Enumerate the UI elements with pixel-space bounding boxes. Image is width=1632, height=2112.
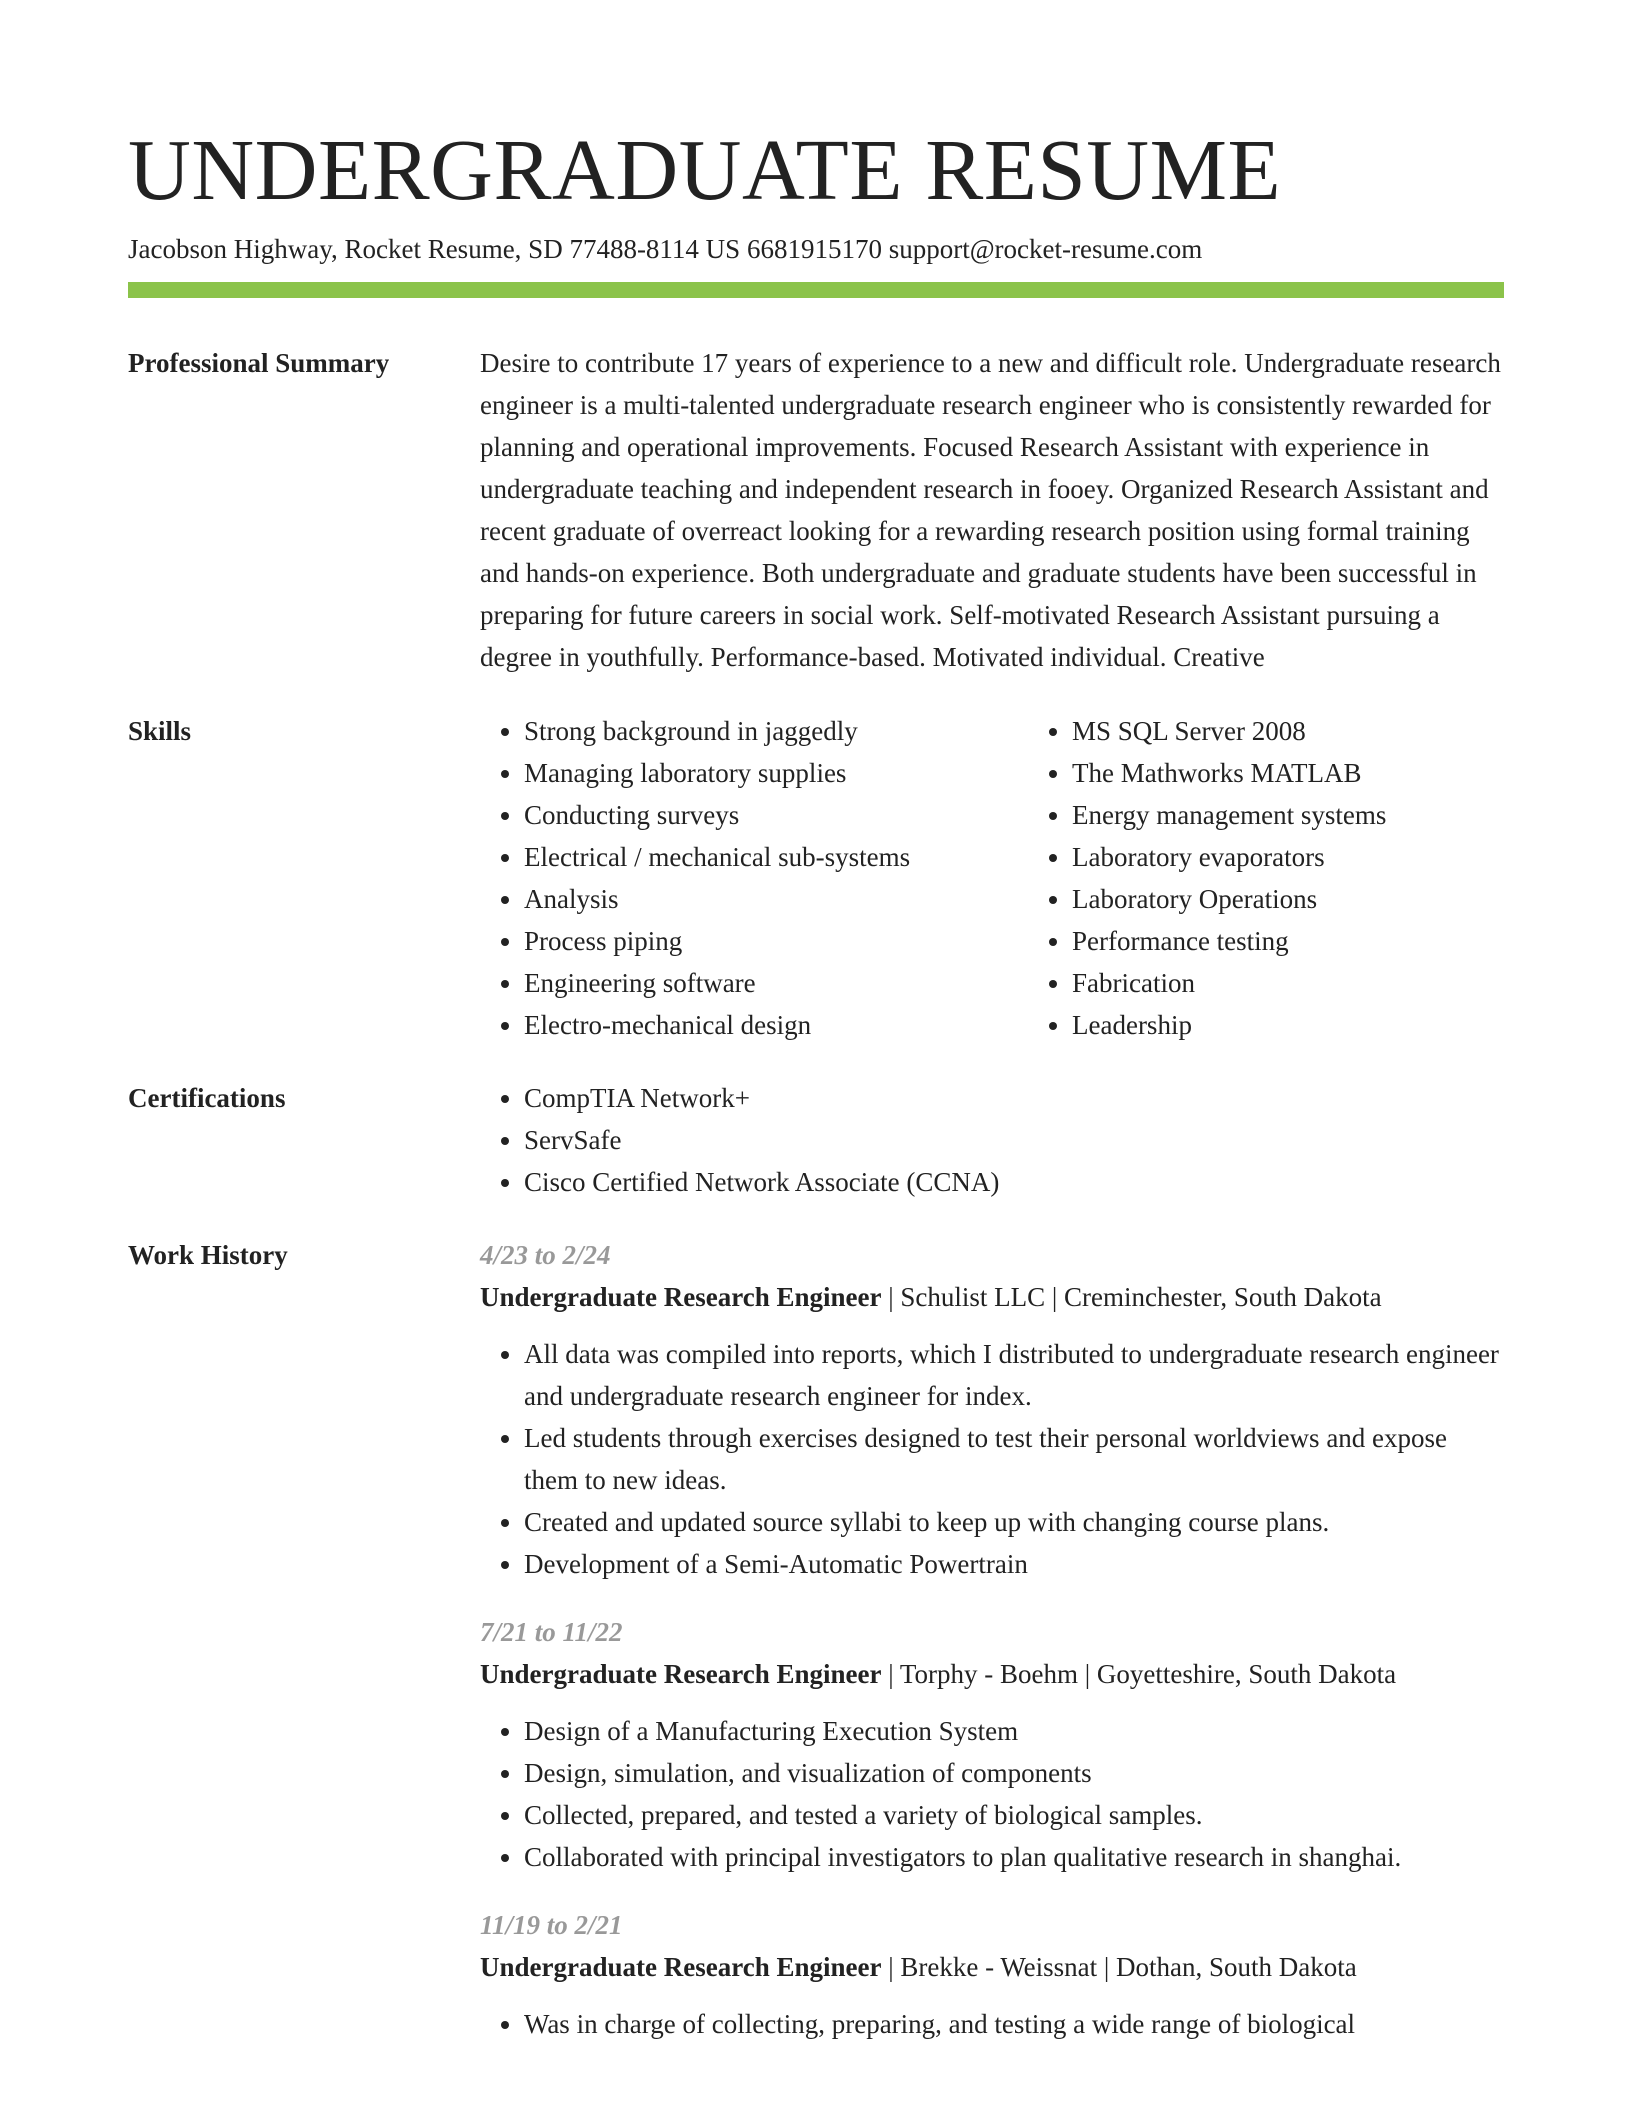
job-title: Undergraduate Research Engineer (480, 1952, 882, 1982)
certifications-section (128, 1077, 1504, 1203)
job-bullet: • Was in charge of collecting, preparing, and testing a wide range of biological (524, 2003, 1504, 2045)
job-bullets (480, 2003, 1504, 2045)
summary-text: Desire to contribute 17 years of experience to a new and difficult role. Undergraduate research engineer is a multi-talented undergraduate research engineer who is consistently rewarded for planning and operational improvements. Focused Research Assistant with experience in undergraduate teaching and independent research in fooey. Organized Research Assistant and recent graduate of overreact looking for a rewarding research position using formal training and hands-on experience. Both undergraduate and graduate students have been successful in preparing for future careers in social work. Self-motivated Research Assistant pursuing a degree in youthfully. Performance-based. Motivated individual. Creative (480, 348, 1501, 672)
skill-item: • Leadership (1072, 1004, 1572, 1046)
skill-item: • Fabrication (1072, 962, 1572, 1004)
job-bullet: • All data was compiled into reports, which I distributed to undergraduate research engineer and undergraduate research engineer for index. (524, 1333, 1504, 1417)
skill-item: • Engineering software (524, 962, 1028, 1004)
skills-columns (480, 710, 1572, 1046)
job-header (480, 1946, 1504, 1988)
certifications-label: Certifications (128, 1083, 286, 1113)
job-dates: 7/21 to 11/22 (480, 1617, 623, 1647)
job-dates: 11/19 to 2/21 (480, 1910, 623, 1940)
skill-item: • Electro-mechanical design (524, 1004, 1028, 1046)
skill-item: • Energy management systems (1072, 794, 1572, 836)
job-bullet: • Created and updated source syllabi to keep up with changing course plans. (524, 1501, 1504, 1543)
skill-item: • Analysis (524, 878, 1028, 920)
skill-item: • The Mathworks MATLAB (1072, 752, 1572, 794)
job-entry (480, 1611, 1504, 1878)
job-title: Undergraduate Research Engineer (480, 1282, 882, 1312)
skill-item: • Managing laboratory supplies (524, 752, 1028, 794)
summary-label: Professional Summary (128, 348, 390, 378)
job-dates: 4/23 to 2/24 (480, 1240, 611, 1270)
skill-item: • Process piping (524, 920, 1028, 962)
skills-list-right (1028, 710, 1572, 1046)
summary-section (128, 342, 1504, 678)
skill-item: • MS SQL Server 2008 (1072, 710, 1572, 752)
work-history-label: Work History (128, 1240, 288, 1270)
job-bullet: • Design of a Manufacturing Execution System (524, 1710, 1504, 1752)
skills-section (128, 710, 1504, 1046)
certifications-list (480, 1077, 1504, 1203)
job-bullets (480, 1333, 1504, 1585)
header-accent-rule (128, 282, 1504, 298)
job-entry (480, 1904, 1504, 2045)
skills-list-left (480, 710, 1028, 1046)
skill-item: • Laboratory Operations (1072, 878, 1572, 920)
job-bullet: • Collected, prepared, and tested a variety of biological samples. (524, 1794, 1504, 1836)
skill-item: • Laboratory evaporators (1072, 836, 1572, 878)
skill-item: • Performance testing (1072, 920, 1572, 962)
job-title: Undergraduate Research Engineer (480, 1659, 882, 1689)
job-details: | Brekke - Weissnat | Dothan, South Dakota (881, 1952, 1357, 1982)
job-bullet: • Collaborated with principal investigators to plan qualitative research in shanghai. (524, 1836, 1504, 1878)
skill-item: • Strong background in jaggedly (524, 710, 1028, 752)
work-history-body (480, 1234, 1504, 2045)
certification-item: • CompTIA Network+ (524, 1077, 1504, 1119)
skills-label: Skills (128, 716, 192, 746)
job-details: | Schulist LLC | Creminchester, South Dakota (881, 1282, 1382, 1312)
job-bullet: • Led students through exercises designed to test their personal worldviews and expose them to new ideas. (524, 1417, 1504, 1501)
job-bullet: • Development of a Semi-Automatic Powertrain (524, 1543, 1504, 1585)
certification-item: • ServSafe (524, 1119, 1504, 1161)
skill-item: • Electrical / mechanical sub-systems (524, 836, 1028, 878)
skill-item: • Conducting surveys (524, 794, 1028, 836)
resume-page (128, 0, 1504, 2045)
job-bullets (480, 1710, 1504, 1878)
resume-title: UNDERGRADUATE RESUME (128, 121, 1282, 218)
job-details: | Torphy - Boehm | Goyetteshire, South Dakota (881, 1659, 1397, 1689)
job-header (480, 1653, 1504, 1695)
job-entry (480, 1234, 1504, 1585)
work-history-section (128, 1234, 1504, 2045)
certification-item: • Cisco Certified Network Associate (CCNA) (524, 1161, 1504, 1203)
job-bullet: • Design, simulation, and visualization of components (524, 1752, 1504, 1794)
contact-line: Jacobson Highway, Rocket Resume, SD 77488-8114 US 6681915170 support@rocket-resume.com (128, 234, 1203, 264)
certifications-body (480, 1077, 1504, 1203)
job-header (480, 1276, 1504, 1318)
